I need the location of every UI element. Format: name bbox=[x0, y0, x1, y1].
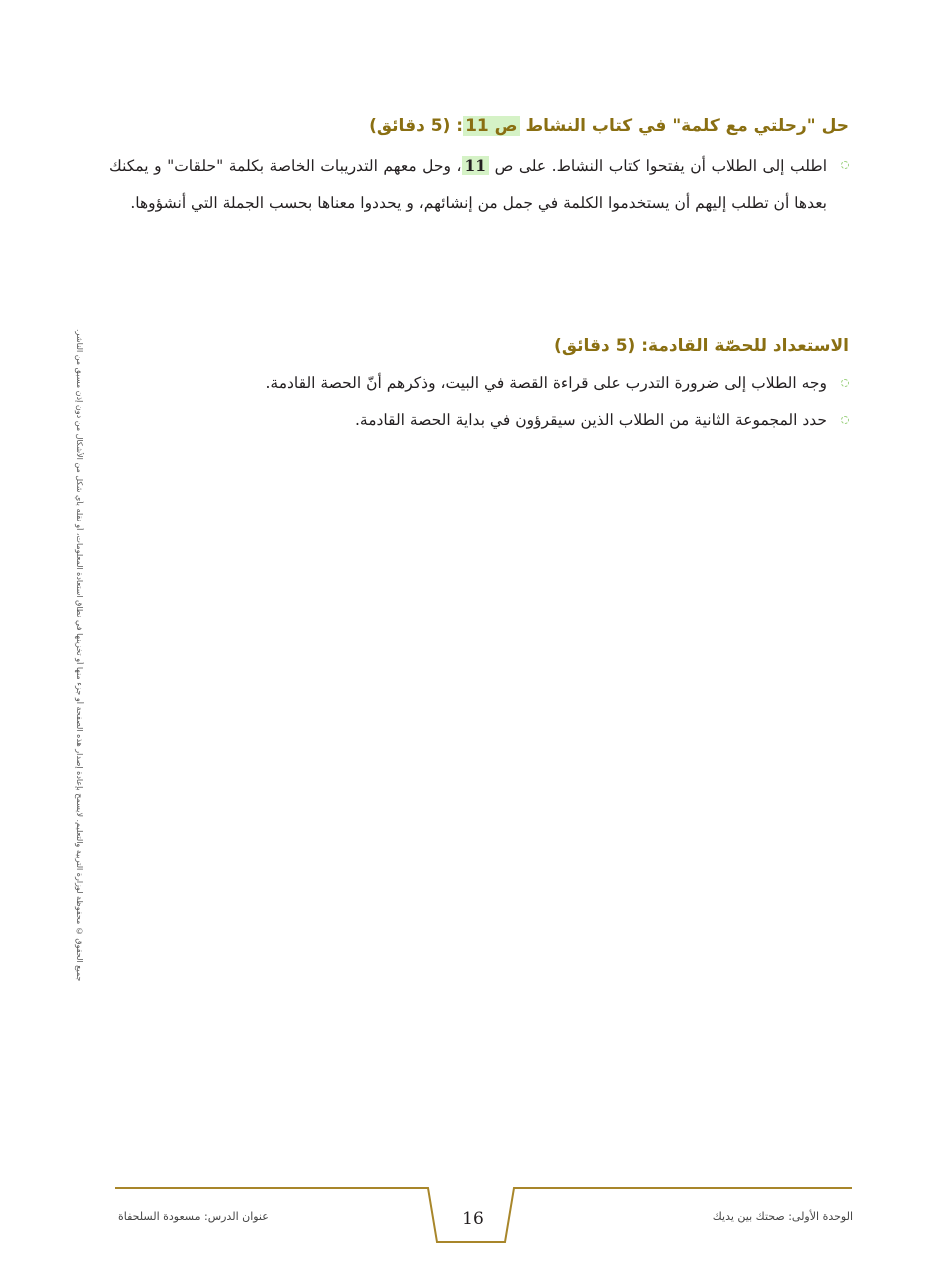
list-item bbox=[109, 147, 849, 222]
preparation-list bbox=[109, 365, 849, 439]
preparation-item-1: وجه الطلاب إلى ضرورة التدرب على قراءة القصة في البيت، وذكرهم أنّ الحصة القادمة. bbox=[265, 374, 827, 392]
footer-lesson: عنوان الدرس: مسعودة السلحفاة bbox=[118, 1210, 269, 1223]
activity-heading-text: حل "رحلتي مع كلمة" في كتاب النشاط bbox=[519, 116, 849, 136]
footer-unit: الوحدة الأولى: صحتك بين يديك bbox=[712, 1210, 853, 1223]
preparation-section bbox=[109, 333, 849, 439]
list-item bbox=[109, 402, 849, 439]
activity-list bbox=[109, 147, 849, 222]
bullet-icon bbox=[841, 379, 849, 387]
activity-heading-time: : (5 دقائق) bbox=[369, 116, 464, 136]
activity-bullet-part2: ، وحل معهم التدريبات الخاصة بكلمة "حلقات" و يمكنك بعدها أن تطلب إليهم أن يستخدموا الكلمة في جمل من إنشائهم، و يحددوا معناها بحسب الجملة التي أنشؤوها. bbox=[109, 157, 827, 212]
activity-bullet-part1: اطلب إلى الطلاب أن يفتحوا كتاب النشاط. على ص bbox=[489, 157, 828, 175]
activity-section bbox=[109, 113, 849, 222]
page-number: 16 bbox=[462, 1209, 484, 1229]
bullet-icon bbox=[841, 161, 849, 169]
activity-bullet-page: 11 bbox=[462, 156, 490, 175]
preparation-item-2: حدد المجموعة الثانية من الطلاب الذين سيقرؤون في بداية الحصة القادمة. bbox=[354, 411, 827, 429]
activity-heading bbox=[109, 113, 849, 139]
copyright-notice: جميع الحقوق © محفوظة لوزارة التربية والتعليم. لايسمح بإعادة إصدار هذه الصفحة أو جزء منها أو تخزينها في نطاق استعادة المعلومات، أو نقله بأي شكل من الأشكال من دون إذن مسبق من الناشر. bbox=[75, 328, 84, 982]
bullet-icon bbox=[841, 416, 849, 424]
preparation-heading: الاستعداد للحصّة القادمة: (5 دقائق) bbox=[554, 336, 849, 356]
activity-heading-page: ص 11 bbox=[465, 116, 518, 136]
list-item bbox=[109, 365, 849, 402]
